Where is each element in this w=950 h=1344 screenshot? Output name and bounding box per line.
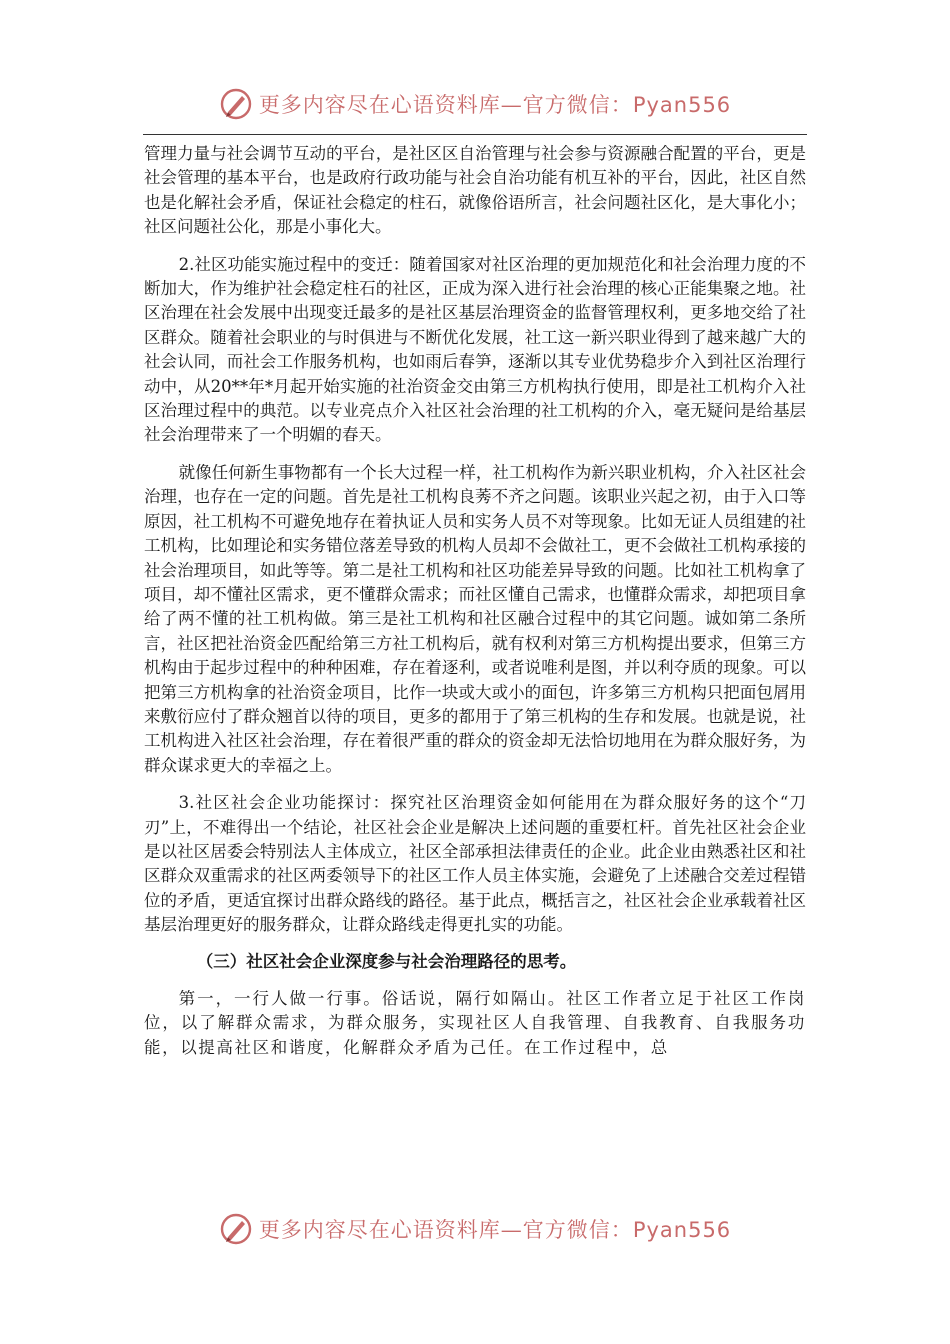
pen-logo-icon — [219, 87, 253, 121]
banner-label: 更多内容尽在心语资料库—官方微信： — [258, 1218, 633, 1242]
paragraph-1: 管理力量与社会调节互动的平台，是社区区自治管理与社会参与资源融合配置的平台，更是社会管理的基本平台，也是政府行政功能与社会自治功能有机互补的平台，因此，社区自然也是化解社会矛盾，保证社会稳定的柱石，就像俗语所言，社会问题社区化，是大事化小；社区问题社公化，那是小事化大。 — [144, 144, 806, 237]
wechat-id: Pyan556 — [632, 1218, 732, 1242]
pen-logo-icon — [219, 1212, 253, 1246]
paragraph-4: 3.社区社会企业功能探讨：探究社区治理资金如何能用在为群众服好务的这个“刀刃”上，不难得出一个结论，社区社会企业是解决上述问题的重要杠杆。首先社区社会企业是以社区居委会特别法人主体成立，社区全部承担法律责任的企业。此企业由熟悉社区和社区群众双重需求的社区两委领导下的社区工作人员主体实施，会避免了上述融合交差过程错位的矛盾，更适宜探讨出群众路线的路径。基于此点，概括言之，社区社会企业承载着社区基层治理更好的服务群众，让群众路线走得更扎实的功能。 — [144, 793, 806, 935]
banner-label: 更多内容尽在心语资料库—官方微信： — [258, 93, 633, 117]
footer-banner — [0, 1209, 950, 1249]
section-heading: （三）社区社会企业深度参与社会治理路径的思考。 — [196, 951, 577, 971]
document-body — [144, 142, 806, 1060]
header-banner — [0, 84, 950, 124]
paragraph-3: 就像任何新生事物都有一个长大过程一样，社工机构作为新兴职业机构，介入社区社会治理，也存在一定的问题。首先是社工机构良莠不齐之问题。该职业兴起之初，由于入口等原因，社工机构不可避免地存在着执证人员和实务人员不对等现象。比如无证人员组建的社工机构，比如理论和实务错位落差导致的机构人员却不会做社工，更不会做社工机构承接的社会治理项目，如此等等。第二是社工机构和社区功能差异导致的问题。比如社工机构拿了项目，却不懂社区需求，更不懂群众需求；而社区懂自己需求，也懂群众需求，却把项目拿给了两不懂的社工机构做。第三是社工机构和社区融合过程中的其它问题。诚如第二条所言，社区把社治资金匹配给第三方社工机构后，就有权利对第三方机构提出要求，但第三方机构由于起步过程中的种种困难，存在着逐利，或者说唯利是图，并以利夺质的现象。可以把第三方机构拿的社治资金项目，比作一块或大或小的面包，许多第三方机构只把面包屑用来敷衍应付了群众翘首以待的项目，更多的都用于了第三机构的生存和发展。也就是说，社工机构进入社区社会治理，存在着很严重的群众的资金却无法恰切地用在为群众服好务，为群众谋求更大的幸福之上。 — [144, 462, 806, 775]
paragraph-2: 2.社区功能实施过程中的变迁：随着国家对社区治理的更加规范化和社会治理力度的不断加大，作为维护社会稳定柱石的社区，正成为深入进行社会治理的核心正能集聚之地。社区治理在社会发展中出现变迁最多的是社区基层治理资金的监督管理权利，更多地交给了社区群众。随着社会职业的与时俱进与不断优化发展，社工这一新兴职业得到了越来越广大的社会认同，而社会工作服务机构，也如雨后春笋，逐渐以其专业优势稳步介入到社区治理行动中，从20**年*月起开始实施的社治资金交由第三方机构执行使用，即是社工机构介入社区治理过程中的典范。以专业亮点介入社区社会治理的社工机构的介入，毫无疑问是给基层社会治理带来了一个明媚的春天。 — [144, 254, 806, 445]
wechat-id: Pyan556 — [632, 93, 732, 117]
banner-text — [259, 89, 731, 119]
banner-text — [259, 1214, 731, 1244]
header-rule — [143, 134, 807, 135]
paragraph-5: 第一，一行人做一行事。俗话说，隔行如隔山。社区工作者立足于社区工作岗位，以了解群众需求，为群众服务，实现社区人自我管理、自我教育、自我服务功能，以提高社区和谐度，化解群众矛盾为己任。在工作过程中，总 — [144, 989, 806, 1057]
